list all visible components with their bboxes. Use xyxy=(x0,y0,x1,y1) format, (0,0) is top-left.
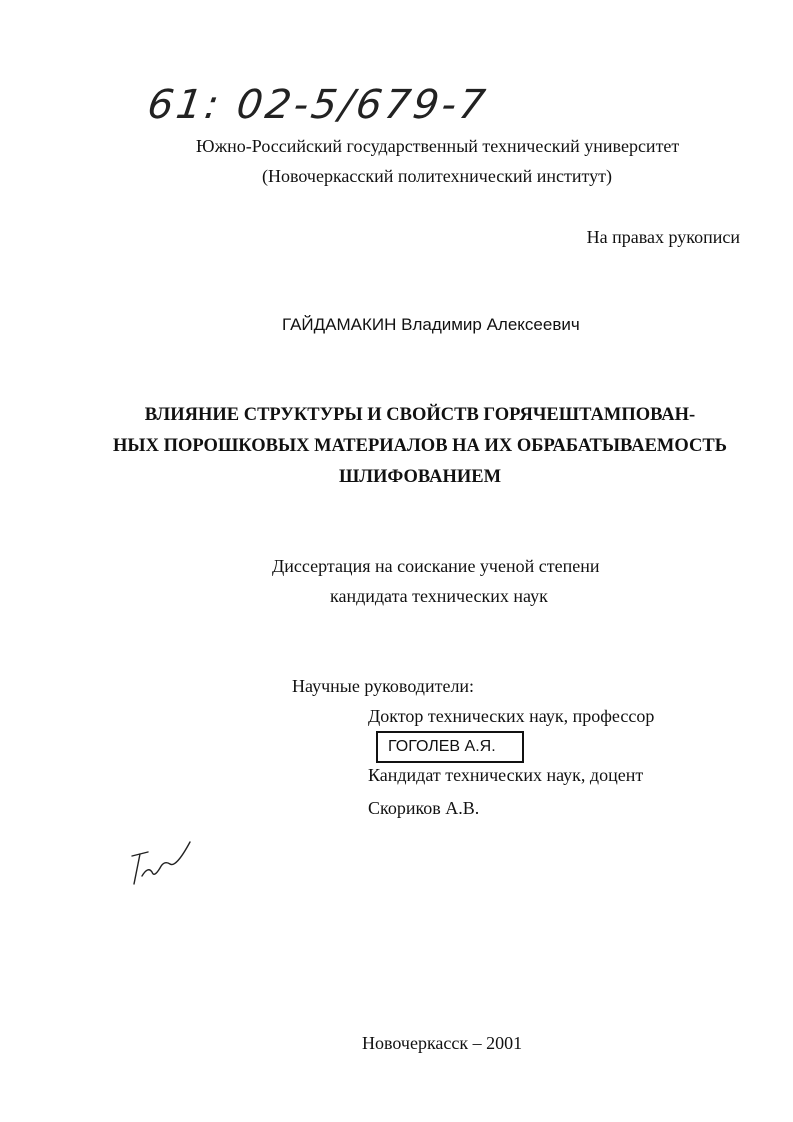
supervisor-1-name: ГОГОЛЕВ А.Я. xyxy=(388,738,496,755)
supervisor-1-name-box xyxy=(376,731,524,763)
handwritten-call-number: 61: 02-5/679-7 xyxy=(144,82,491,128)
handwritten-signature xyxy=(126,838,196,895)
supervisors-label: Научные руководители: xyxy=(292,676,475,696)
title-line-3: ШЛИФОВАНИЕМ xyxy=(338,467,502,487)
city-and-year: Новочеркасск – 2001 xyxy=(362,1033,523,1053)
dissertation-title xyxy=(100,400,740,493)
degree-line-1: Диссертация на соискание ученой степени xyxy=(272,556,600,576)
rights-note: На правах рукописи xyxy=(586,227,740,247)
author-name: ГАЙДАМАКИН Владимир Алексеевич xyxy=(282,315,580,334)
supervisor-2-title: Кандидат технических наук, доцент xyxy=(368,765,644,785)
institute-name: (Новочеркасский политехнический институт) xyxy=(262,166,613,186)
title-line-2: НЫХ ПОРОШКОВЫХ МАТЕРИАЛОВ НА ИХ ОБРАБАТЫВАЕМОСТЬ xyxy=(113,436,727,456)
supervisor-1-title: Доктор технических наук, профессор xyxy=(368,706,655,726)
signature-scribble xyxy=(126,838,196,890)
title-line-1: ВЛИЯНИЕ СТРУКТУРЫ И СВОЙСТВ ГОРЯЧЕШТАМПОВАН- xyxy=(144,405,696,425)
university-name: Южно-Российский государственный технический университет xyxy=(196,136,680,156)
degree-line-2: кандидата технических наук xyxy=(330,586,548,606)
supervisor-2-name: Скориков А.В. xyxy=(368,798,480,818)
